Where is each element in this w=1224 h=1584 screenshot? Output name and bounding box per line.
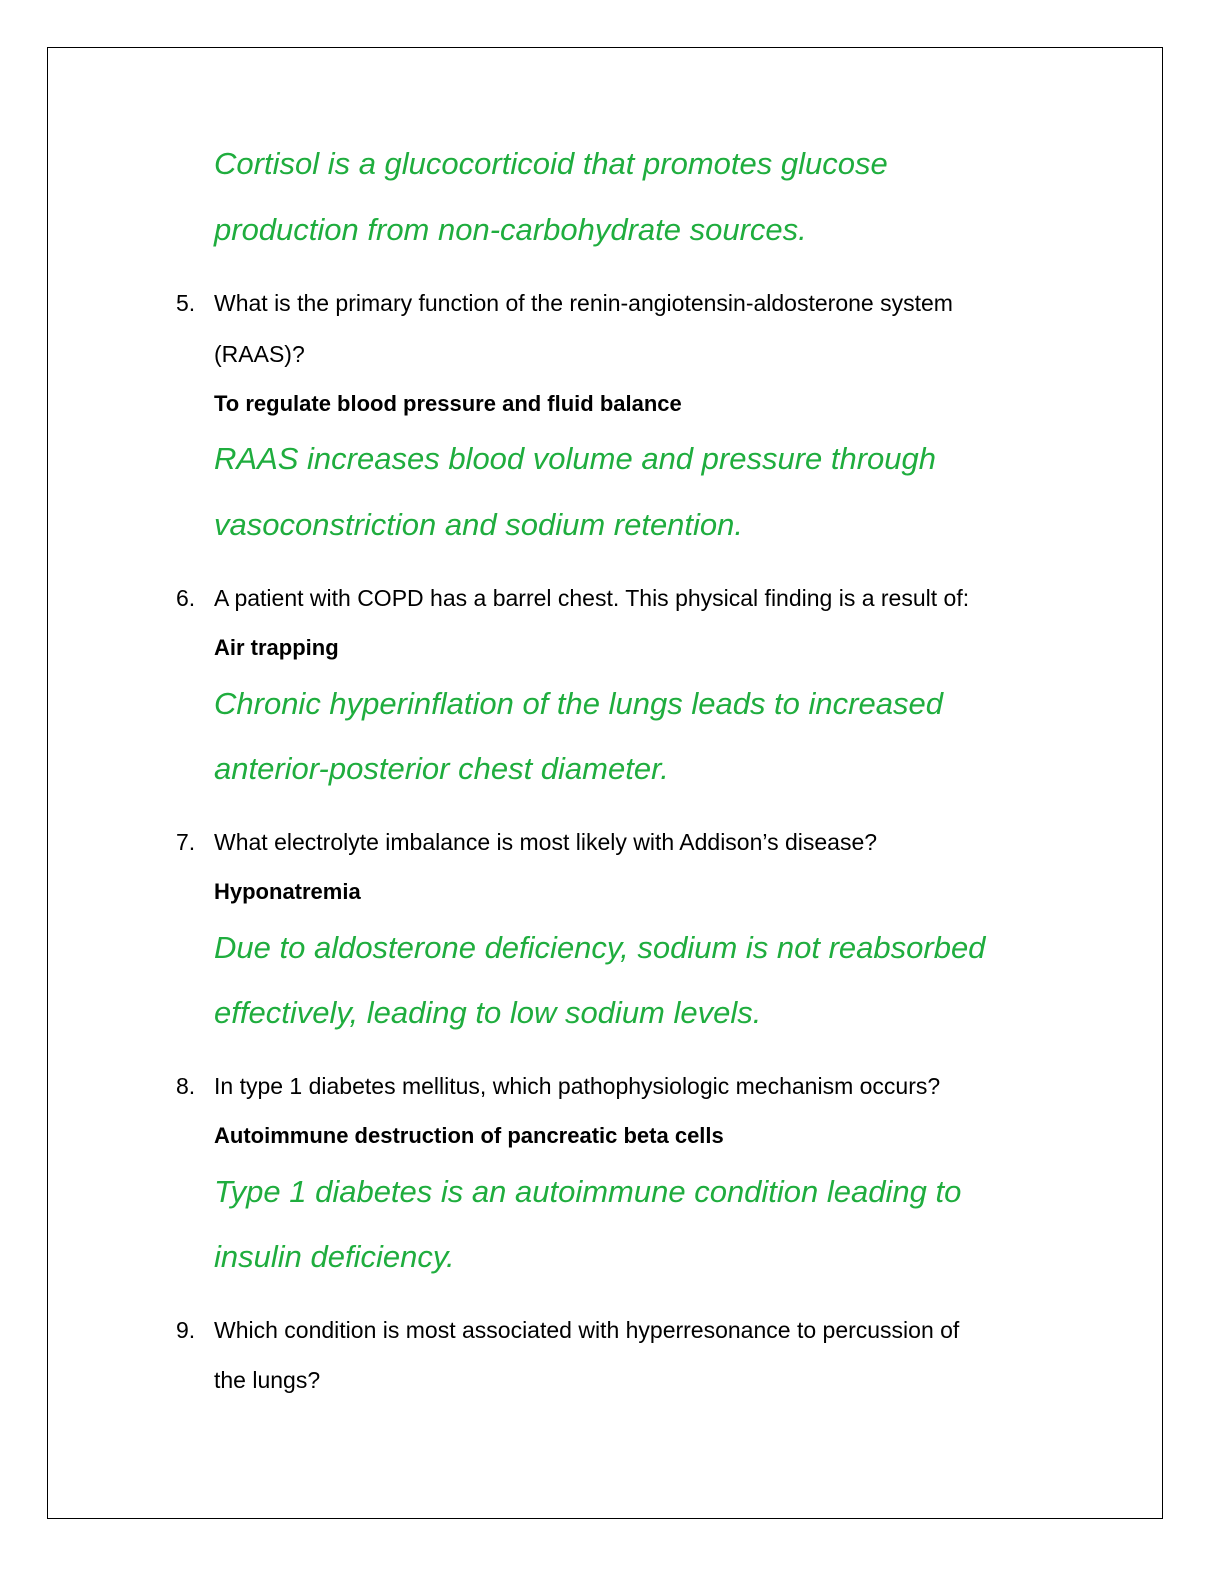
question-text: (RAAS)? bbox=[214, 341, 305, 367]
answer-text: Autoimmune destruction of pancreatic beta cells bbox=[214, 1123, 724, 1148]
explanation-line: Cortisol is a glucocorticoid that promotes glucose bbox=[214, 146, 888, 181]
explanation-line: vasoconstriction and sodium retention. bbox=[214, 507, 744, 542]
answer-text: To regulate blood pressure and fluid balance bbox=[214, 391, 682, 416]
explanation-line: RAAS increases blood volume and pressure through bbox=[214, 441, 937, 476]
question-text: In type 1 diabetes mellitus, which pathophysiologic mechanism occurs? bbox=[214, 1073, 941, 1099]
explanation-line: production from non-carbohydrate sources. bbox=[214, 212, 807, 247]
question-text: the lungs? bbox=[214, 1367, 321, 1393]
explanation-line: Type 1 diabetes is an autoimmune condition leading to bbox=[214, 1174, 962, 1209]
question-number: 5. bbox=[176, 290, 196, 316]
question-text: What electrolyte imbalance is most likely with Addison’s disease? bbox=[214, 829, 878, 855]
answer-text: Air trapping bbox=[214, 635, 339, 660]
question-text: What is the primary function of the renin-angiotensin-aldosterone system bbox=[214, 290, 953, 316]
question-number: 8. bbox=[176, 1073, 196, 1099]
explanation-line: insulin deficiency. bbox=[214, 1239, 455, 1274]
explanation-line: effectively, leading to low sodium levels. bbox=[214, 995, 762, 1030]
explanation-line: Due to aldosterone deficiency, sodium is not reabsorbed bbox=[214, 930, 986, 965]
explanation-line: Chronic hyperinflation of the lungs leads to increased bbox=[214, 686, 943, 721]
explanation-line: anterior-posterior chest diameter. bbox=[214, 751, 669, 786]
question-number: 7. bbox=[176, 829, 196, 855]
answer-text: Hyponatremia bbox=[214, 879, 361, 904]
question-number: 6. bbox=[176, 585, 196, 611]
question-number: 9. bbox=[176, 1317, 196, 1343]
question-text: Which condition is most associated with hyperresonance to percussion of bbox=[214, 1317, 960, 1343]
question-text: A patient with COPD has a barrel chest. This physical finding is a result of: bbox=[214, 585, 970, 611]
